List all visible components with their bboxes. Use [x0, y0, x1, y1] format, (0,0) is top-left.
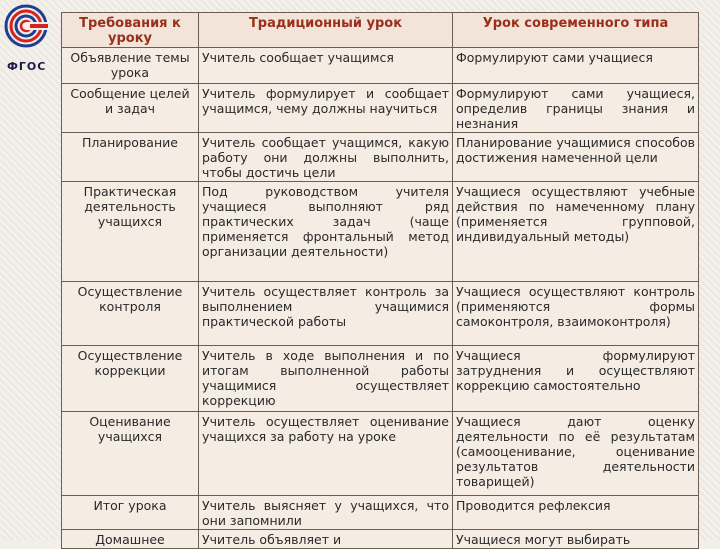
- modern-cell: Формулируют сами учащиеся, определив границы знания и незнания: [453, 84, 699, 133]
- traditional-cell: Учитель выясняет у учащихся, что они запомнили: [199, 496, 453, 530]
- table-row: [62, 48, 699, 84]
- modern-cell: Учащиеся могут выбирать: [453, 530, 699, 549]
- modern-cell: Учащиеся формулируют затруднения и осуществляют коррекцию самостоятельно: [453, 346, 699, 412]
- traditional-cell: Учитель в ходе выполнения и по итогам выполненной работы учащимися осуществляет коррекцию: [199, 346, 453, 412]
- requirement-cell: Объявление темы урока: [62, 48, 199, 84]
- modern-cell: Учащиеся дают оценку деятельности по её результатам (самооценивание, оценивание результатов деятельности товарищей): [453, 412, 699, 496]
- table-row: [62, 412, 699, 496]
- fgos-logo-icon: [4, 4, 48, 56]
- requirement-cell: Домашнее: [62, 530, 199, 549]
- traditional-cell: Под руководством учителя учащиеся выполняют ряд практических задач (чаще применяется фронтальный метод организации деятельности): [199, 182, 453, 282]
- requirement-cell: Сообщение целей и задач: [62, 84, 199, 133]
- table-row: [62, 133, 699, 182]
- requirement-cell: Практическая деятельность учащихся: [62, 182, 199, 282]
- table-row: [62, 496, 699, 530]
- traditional-cell: Учитель осуществляет оценивание учащихся за работу на уроке: [199, 412, 453, 496]
- traditional-cell: Учитель сообщает учащимся: [199, 48, 453, 84]
- modern-cell: Формулируют сами учащиеся: [453, 48, 699, 84]
- lesson-comparison-table: [61, 12, 699, 549]
- table-row: [62, 282, 699, 346]
- requirement-cell: Осуществление контроля: [62, 282, 199, 346]
- modern-cell: Учащиеся осуществляют учебные действия по намеченному плану (применяется групповой, индивидуальный методы): [453, 182, 699, 282]
- modern-cell: Проводится рефлексия: [453, 496, 699, 530]
- table-row: [62, 84, 699, 133]
- header-modern: Урок современного типа: [453, 13, 699, 48]
- requirement-cell: Оценивание учащихся: [62, 412, 199, 496]
- modern-cell: Планирование учащимися способов достижения намеченной цели: [453, 133, 699, 182]
- traditional-cell: Учитель формулирует и сообщает учащимся, чему должны научиться: [199, 84, 453, 133]
- table-header-row: [62, 13, 699, 48]
- traditional-cell: Учитель осуществляет контроль за выполнением учащимися практической работы: [199, 282, 453, 346]
- traditional-cell: Учитель объявляет и: [199, 530, 453, 549]
- header-traditional: Традиционный урок: [199, 13, 453, 48]
- table-row: [62, 346, 699, 412]
- table-row: [62, 530, 699, 549]
- traditional-cell: Учитель сообщает учащимся, какую работу они должны выполнить, чтобы достичь цели: [199, 133, 453, 182]
- modern-cell: Учащиеся осуществляют контроль (применяются формы самоконтроля, взаимоконтроля): [453, 282, 699, 346]
- logo-text: ФГОС: [7, 60, 47, 73]
- requirement-cell: Планирование: [62, 133, 199, 182]
- requirement-cell: Осуществление коррекции: [62, 346, 199, 412]
- header-requirements: Требования к уроку: [62, 13, 199, 48]
- requirement-cell: Итог урока: [62, 496, 199, 530]
- table-row: [62, 182, 699, 282]
